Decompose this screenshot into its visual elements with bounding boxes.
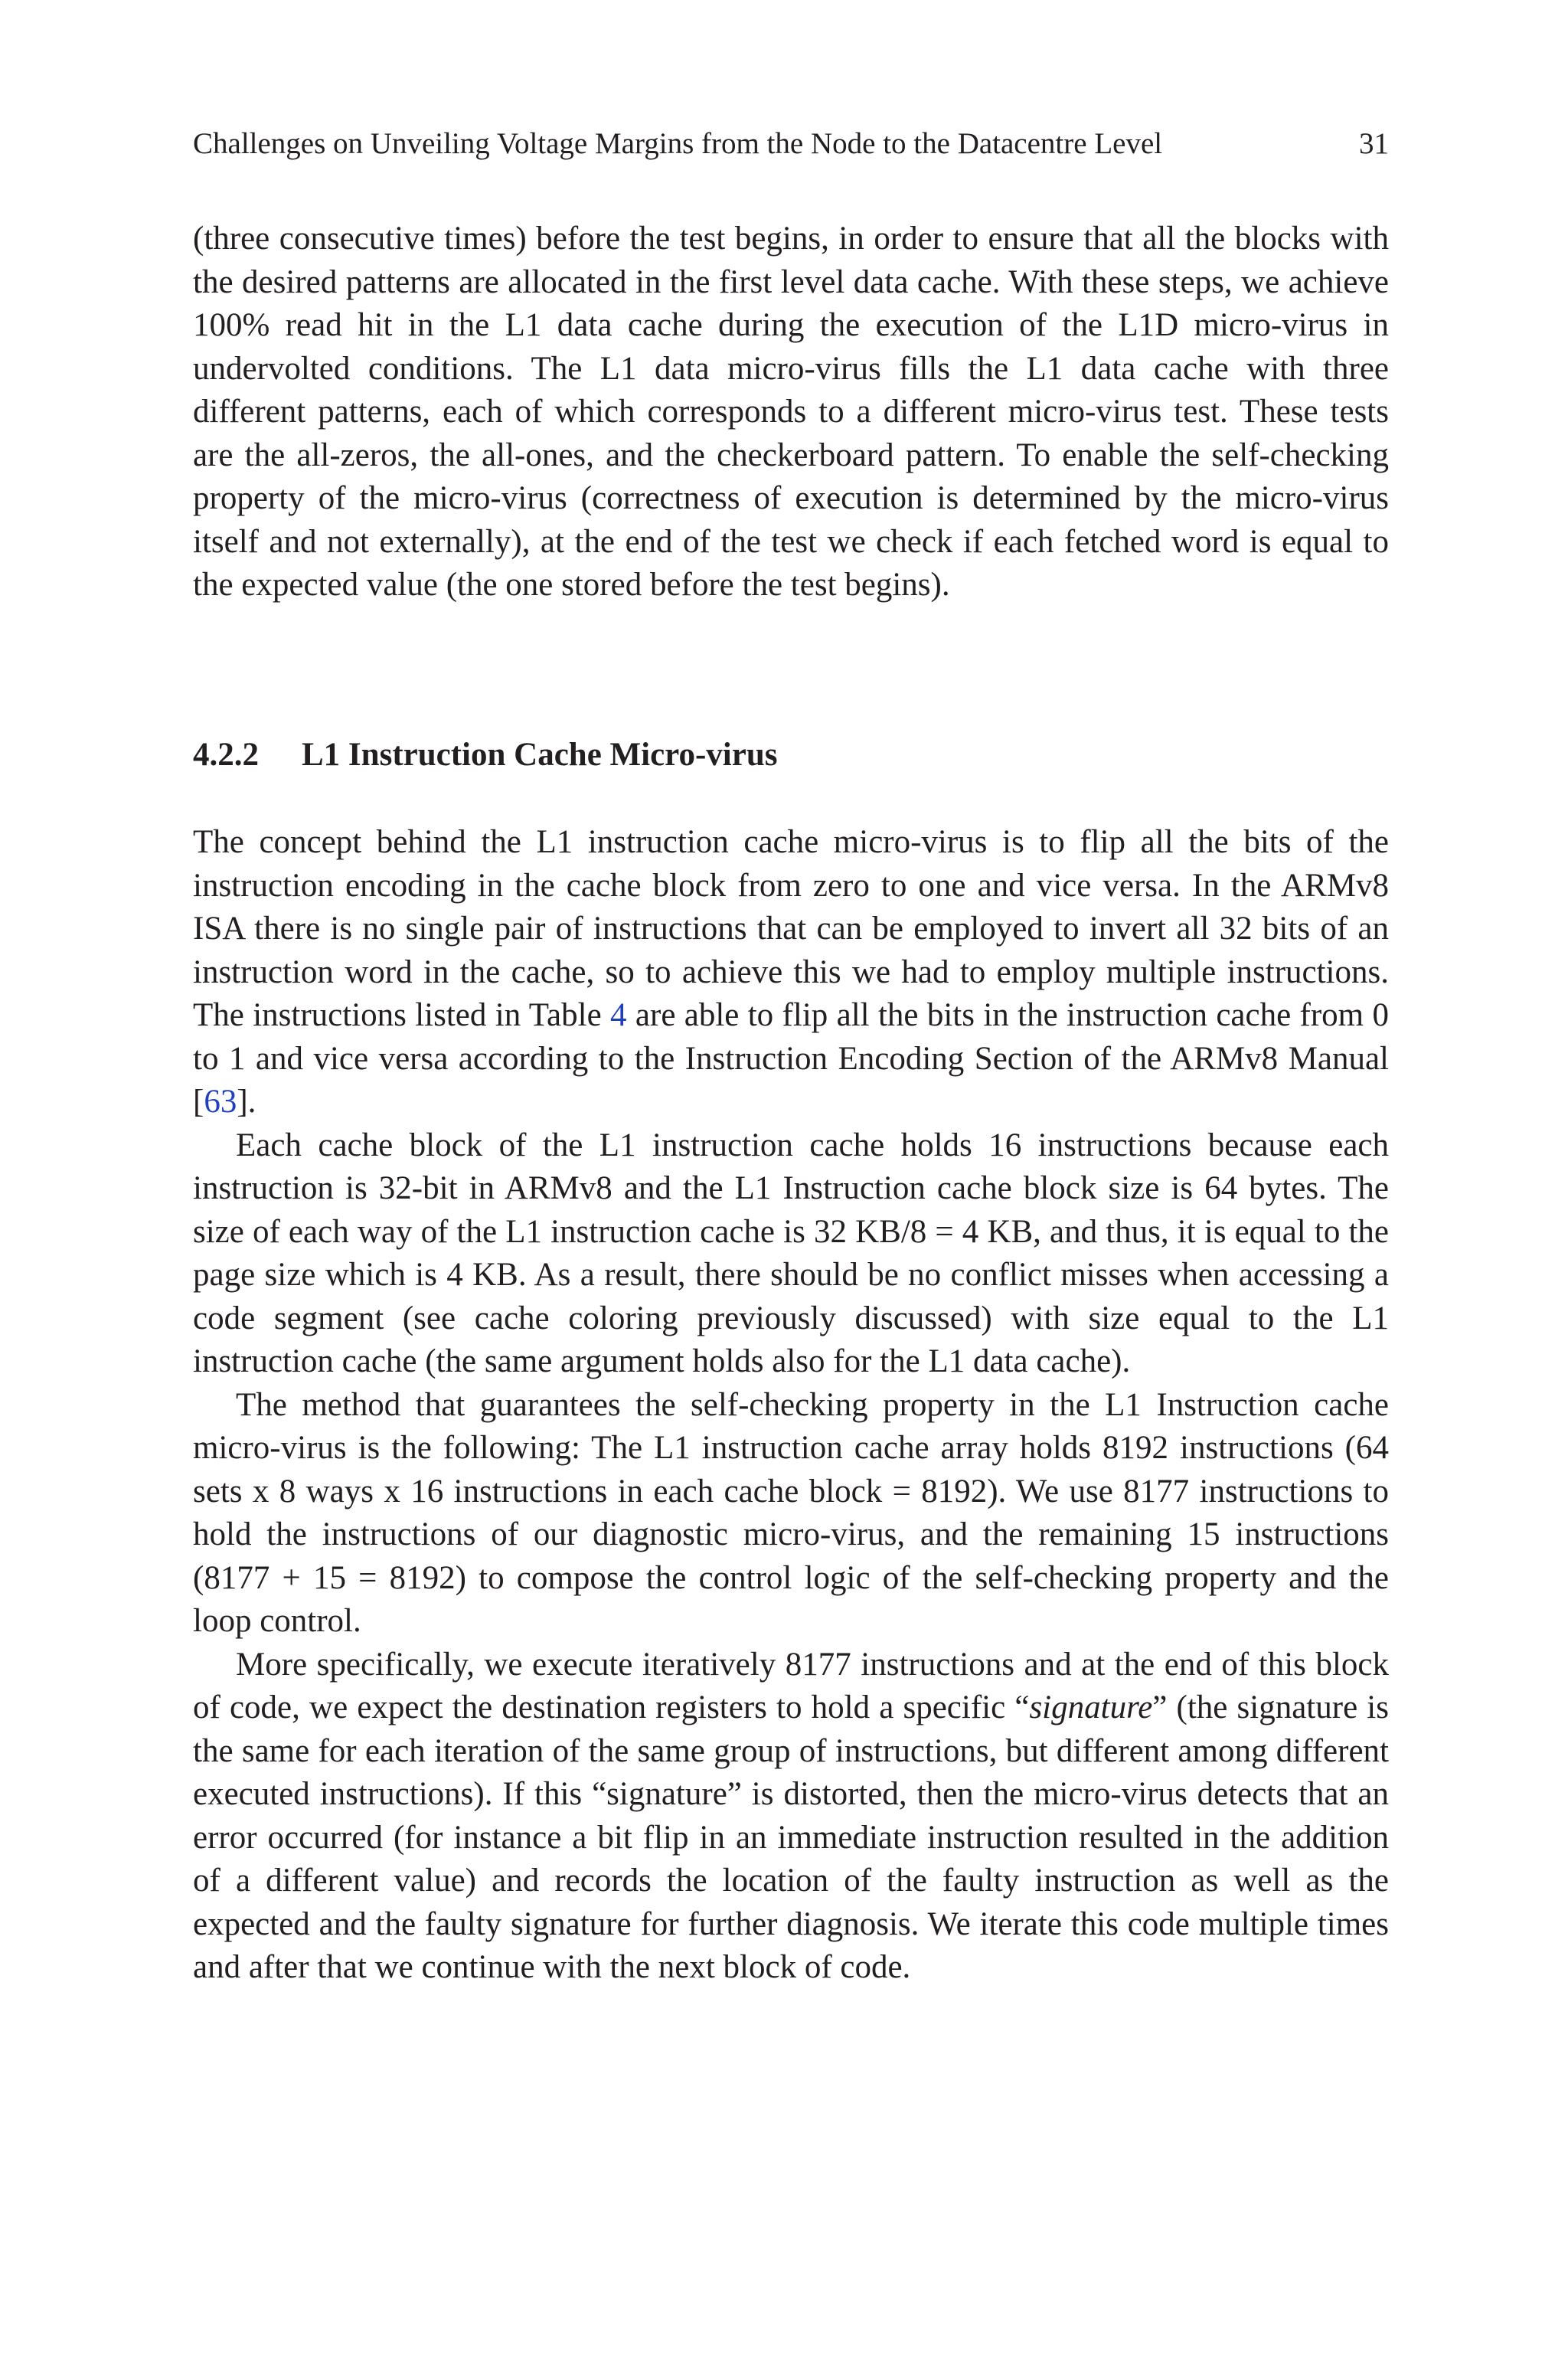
intro-text-block bbox=[193, 218, 1389, 607]
paragraph-concept-text-1: The concept behind the L1 instruction cache micro-virus is to flip all the bits of the instruction encoding in the cache block from zero to one and vice versa. In the ARMv8 ISA there is no single pair of instructions that can be employed to invert all 32 bits of an instruction word in the cache, so to achieve this we had to employ multiple instructions. The instructions listed in Table bbox=[193, 824, 1389, 1033]
section-body bbox=[193, 821, 1389, 1990]
paragraph-concept bbox=[193, 821, 1389, 1124]
paragraph-concept-text-3: ]. bbox=[237, 1084, 256, 1120]
paragraph-signature-text-1: More specifically, we execute iteratively 8177 instructions and at the end of this block of code, we expect the destination registers to hold a specific “ bbox=[193, 1646, 1389, 1725]
book-page bbox=[193, 0, 1389, 2378]
paragraph-signature bbox=[193, 1644, 1389, 1990]
section-title: L1 Instruction Cache Micro-virus bbox=[302, 737, 778, 773]
section-number: 4.2.2 bbox=[193, 737, 259, 773]
citation-reference-link[interactable]: 63 bbox=[204, 1084, 237, 1120]
page-number: 31 bbox=[1359, 127, 1389, 160]
paragraph-concept-text-2: are able to flip all the bits in the instruction cache from 0 to 1 and vice versa according to the Instruction Encoding Section of the ARMv8 Manual [ bbox=[193, 997, 1389, 1120]
paragraph-cache-block: Each cache block of the L1 instruction cache holds 16 instructions because each instruction is 32-bit in ARMv8 and the L1 Instruction cache block size is 64 bytes. The size of each way of the L1 instruction cache is 32 KB/8 = 4 KB, and thus, it is equal to the page size which is 4 KB. As a result, there should be no conflict misses when accessing a code segment (see cache coloring previously discussed) with size equal to the L1 instruction cache (the same argument holds also for the L1 data cache). bbox=[193, 1127, 1389, 1379]
paragraph-self-checking: The method that guarantees the self-checking property in the L1 Instruction cache micro-virus is the following: The L1 instruction cache array holds 8192 instructions (64 sets x 8 ways x 16 instructions in each cache block = 8192). We use 8177 instructions to hold the instructions of our diagnostic micro-virus, and the remaining 15 instructions (8177 + 15 = 8192) to compose the control logic of the self-checking property and the loop control. bbox=[193, 1386, 1389, 1639]
paragraph-signature-text-2: ” (the signature is the same for each iteration of the same group of instructions, but different among different executed instructions). If this “signature” is distorted, then the micro-virus detects that an error occurred (for instance a bit flip in an immediate instruction resulted in the addition of a different value) and records the location of the faulty instruction as well as the expected and the faulty signature for further diagnosis. We iterate this code multiple times and after that we continue with the next block of code. bbox=[193, 1689, 1389, 1985]
running-title: Challenges on Unveiling Voltage Margins from the Node to the Datacentre Level bbox=[193, 127, 1163, 160]
section-heading bbox=[193, 734, 777, 777]
table-reference-link[interactable]: 4 bbox=[610, 997, 627, 1033]
signature-emphasis: signature bbox=[1029, 1689, 1153, 1725]
intro-paragraph: (three consecutive times) before the test begins, in order to ensure that all the blocks with the desired patterns are allocated in the first level data cache. With these steps, we achieve 100% read hit in the L1 data cache during the execution of the L1D micro-virus in undervolted conditions. The L1 data micro-virus fills the L1 data cache with three different patterns, each of which corresponds to a different micro-virus test. These tests are the all-zeros, the all-ones, and the checkerboard pattern. To enable the self-checking property of the micro-virus (correctness of execution is determined by the micro-virus itself and not externally), at the end of the test we check if each fetched word is equal to the expected value (the one stored before the test begins). bbox=[193, 221, 1389, 603]
